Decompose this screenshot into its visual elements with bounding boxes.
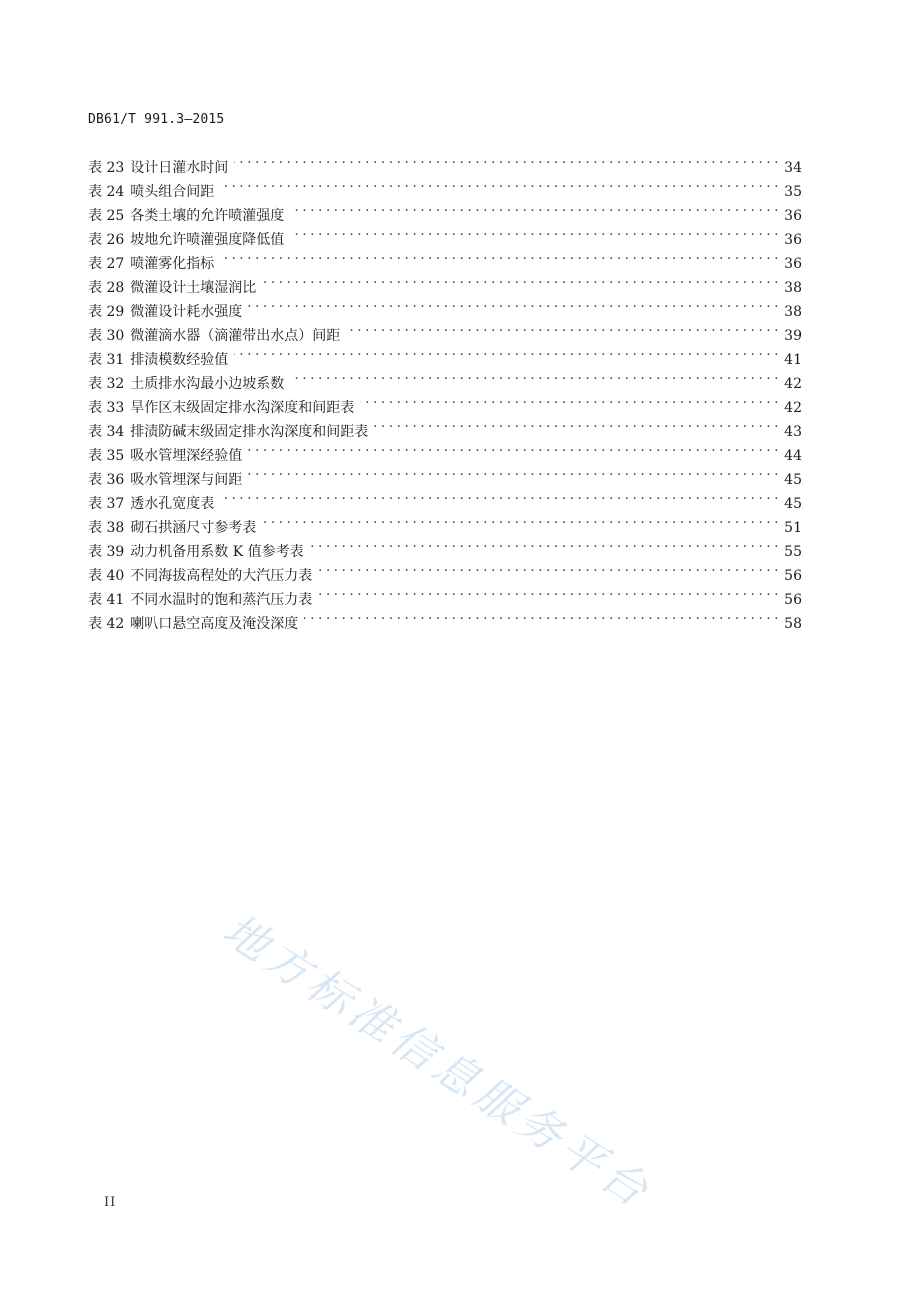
toc-dot-leader xyxy=(290,220,778,244)
toc-entry-title: 吸水管埋深经验值 xyxy=(130,448,243,464)
toc-dot-leader xyxy=(310,532,779,556)
toc-entry-page: 58 xyxy=(784,616,802,632)
toc-entry-number: 表 30 xyxy=(88,328,125,344)
page-number: II xyxy=(104,1195,117,1210)
toc-entry-title: 砌石拱涵尺寸参考表 xyxy=(130,520,257,536)
toc-dot-leader xyxy=(234,148,778,172)
toc-entry-page: 55 xyxy=(784,544,802,560)
toc-entry-page: 56 xyxy=(784,568,802,584)
toc-dot-leader xyxy=(248,436,778,460)
toc-entry-number: 表 33 xyxy=(88,400,125,416)
toc-entry-page: 42 xyxy=(784,376,802,392)
toc-entry-page: 36 xyxy=(784,208,802,224)
toc-entry-title: 透水孔宽度表 xyxy=(130,496,215,512)
toc-entry-title: 坡地允许喷灌强度降低值 xyxy=(130,232,285,248)
toc-dot-leader xyxy=(248,292,778,316)
toc-entry-number: 表 32 xyxy=(88,376,125,392)
table-of-contents xyxy=(88,148,802,632)
toc-entry[interactable] xyxy=(88,148,802,176)
toc-dot-leader xyxy=(290,196,778,220)
toc-dot-leader xyxy=(374,412,778,436)
toc-entry-number: 表 42 xyxy=(88,616,125,632)
toc-entry-page: 36 xyxy=(784,232,802,248)
toc-entry-title: 旱作区末级固定排水沟深度和间距表 xyxy=(130,400,355,416)
toc-entry-number: 表 29 xyxy=(88,304,125,320)
toc-entry-number: 表 41 xyxy=(88,592,125,608)
toc-entry-page: 38 xyxy=(784,304,802,320)
toc-entry-title: 吸水管埋深与间距 xyxy=(130,472,243,488)
toc-entry-title: 微灌设计土壤湿润比 xyxy=(130,280,257,296)
toc-dot-leader xyxy=(220,172,778,196)
toc-entry-number: 表 24 xyxy=(88,184,125,200)
toc-entry-number: 表 25 xyxy=(88,208,125,224)
toc-entry-title: 排渍防碱末级固定排水沟深度和间距表 xyxy=(130,424,369,440)
toc-entry-number: 表 27 xyxy=(88,256,125,272)
toc-entry-number: 表 40 xyxy=(88,568,125,584)
toc-entry-number: 表 34 xyxy=(88,424,125,440)
toc-entry-title: 各类土壤的允许喷灌强度 xyxy=(130,208,285,224)
toc-dot-leader xyxy=(220,484,778,508)
toc-entry-number: 表 36 xyxy=(88,472,125,488)
toc-dot-leader xyxy=(360,388,778,412)
toc-entry-number: 表 39 xyxy=(88,544,125,560)
watermark: 地方标准信息服务平台 xyxy=(213,904,661,1220)
toc-entry-title: 不同海拔高程处的大汽压力表 xyxy=(130,568,313,584)
toc-entry-number: 表 37 xyxy=(88,496,125,512)
toc-entry-page: 43 xyxy=(784,424,802,440)
toc-dot-leader xyxy=(318,556,778,580)
toc-entry-page: 51 xyxy=(784,520,802,536)
toc-dot-leader xyxy=(346,316,778,340)
toc-entry-page: 38 xyxy=(784,280,802,296)
toc-dot-leader xyxy=(262,268,778,292)
toc-entry-page: 39 xyxy=(784,328,802,344)
toc-entry-title: 喇叭口悬空高度及淹没深度 xyxy=(130,616,299,632)
toc-entry-page: 36 xyxy=(784,256,802,272)
toc-entry-page: 45 xyxy=(784,496,802,512)
toc-entry-page: 35 xyxy=(784,184,802,200)
toc-entry-title: 喷头组合间距 xyxy=(130,184,215,200)
toc-entry-title: 设计日灌水时间 xyxy=(130,160,229,176)
toc-entry-page: 41 xyxy=(784,352,802,368)
toc-dot-leader xyxy=(248,460,778,484)
toc-entry-number: 表 38 xyxy=(88,520,125,536)
toc-entry-page: 44 xyxy=(784,448,802,464)
toc-entry-title: 微灌设计耗水强度 xyxy=(130,304,243,320)
toc-entry-page: 45 xyxy=(784,472,802,488)
toc-entry-title: 排渍模数经验值 xyxy=(130,352,229,368)
toc-entry-number: 表 23 xyxy=(88,160,125,176)
toc-entry-title: 土质排水沟最小边坡系数 xyxy=(130,376,285,392)
toc-entry-title: 微灌滴水器（滴灌带出水点）间距 xyxy=(130,328,341,344)
toc-dot-leader xyxy=(318,580,778,604)
document-code: DB61/T 991.3—2015 xyxy=(88,112,225,127)
toc-entry-number: 表 28 xyxy=(88,280,125,296)
toc-dot-leader xyxy=(262,508,778,532)
toc-entry-title: 不同水温时的饱和蒸汽压力表 xyxy=(130,592,313,608)
toc-entry-number: 表 35 xyxy=(88,448,125,464)
toc-entry-page: 56 xyxy=(784,592,802,608)
toc-entry-page: 34 xyxy=(784,160,802,176)
toc-dot-leader xyxy=(304,604,778,628)
toc-entry-title: 动力机备用系数 K 值参考表 xyxy=(130,544,304,560)
toc-entry-title: 喷灌雾化指标 xyxy=(130,256,215,272)
toc-dot-leader xyxy=(234,340,778,364)
toc-entry-number: 表 26 xyxy=(88,232,125,248)
toc-dot-leader xyxy=(290,364,778,388)
toc-entry-page: 42 xyxy=(784,400,802,416)
toc-entry-number: 表 31 xyxy=(88,352,125,368)
toc-dot-leader xyxy=(220,244,778,268)
